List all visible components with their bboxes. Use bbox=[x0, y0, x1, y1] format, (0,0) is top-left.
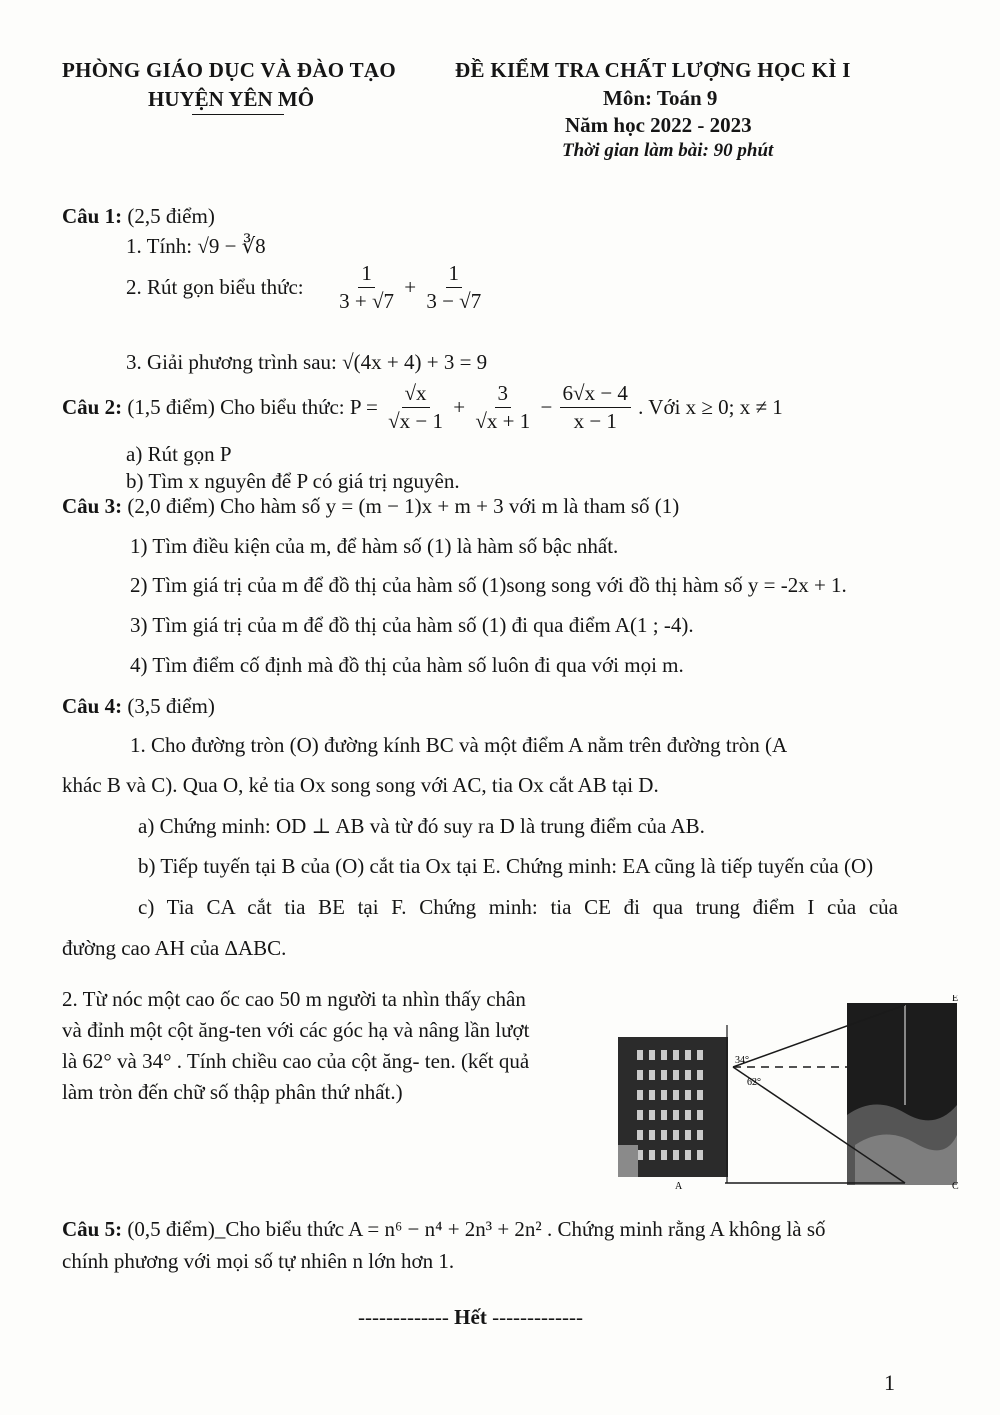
p-fraction-2: $\frac{3}{√x + 1}$ bbox=[475, 381, 531, 434]
question-4-part-c-line2: đường cao AH của ΔABC. bbox=[62, 936, 287, 960]
question-4-p1-line2: khác B và C). Qua O, kẻ tia Ox song song với AC, tia Ox cắt AB tại D. bbox=[62, 773, 659, 797]
angle-34-label: 34° bbox=[735, 1055, 749, 1066]
item-1-expression: √9 − ∛8 bbox=[197, 234, 266, 258]
question-4-part-b: b) Tiếp tuyến tại B của (O) cắt tia Ox tại E. Chứng minh: EA cũng là tiếp tuyến của (O) bbox=[138, 854, 874, 878]
item-2-label: 2. Rút gọn biểu thức: bbox=[126, 275, 304, 300]
question-3-heading bbox=[62, 494, 679, 519]
item-3-label: 3. Giải phương trình sau: bbox=[126, 350, 337, 374]
question-4-p2-line3: là 62° và 34° . Tính chiều cao của cột ăng- ten. (kết quả bbox=[62, 1049, 530, 1073]
question-5-line1 bbox=[62, 1217, 826, 1242]
p-fraction-3: $\frac{6√x - 4}{x - 1}$ bbox=[560, 382, 631, 433]
point-a-label: A bbox=[675, 1181, 683, 1190]
question-2-part-b: b) Tìm x nguyên để P có giá trị nguyên. bbox=[126, 469, 460, 493]
question-4-points: (3,5 điểm) bbox=[127, 694, 215, 718]
end-text: Hết bbox=[454, 1305, 487, 1329]
question-5-title: Câu 5: bbox=[62, 1217, 123, 1241]
question-3-item-2: 2) Tìm giá trị của m để đồ thị của hàm số (1)song song với đồ thị hàm số y = -2x + 1. bbox=[130, 573, 847, 597]
item-1-label: 1. Tính: bbox=[126, 234, 193, 258]
question-2-title: Câu 2: bbox=[62, 395, 123, 420]
question-1-item-3 bbox=[126, 350, 487, 375]
question-2-part-a: a) Rút gọn P bbox=[126, 442, 232, 466]
question-4-p1-line1: 1. Cho đường tròn (O) đường kính BC và một điểm A nằm trên đường tròn (A bbox=[130, 733, 788, 757]
page-number: 1 bbox=[884, 1370, 895, 1395]
end-dashes-left: ------------- bbox=[358, 1305, 449, 1329]
fraction-1: $\frac{1}{3 + √7}$ bbox=[339, 261, 394, 314]
school-year: Năm học 2022 - 2023 bbox=[565, 113, 752, 137]
question-1-heading bbox=[62, 204, 215, 229]
question-3-item-1: 1) Tìm điều kiện của m, để hàm số (1) là hàm số bậc nhất. bbox=[130, 534, 619, 558]
end-dashes-right: ------------- bbox=[492, 1305, 583, 1329]
question-4-heading bbox=[62, 694, 215, 719]
p-fraction-1: $\frac{√x}{√x - 1}$ bbox=[388, 381, 443, 434]
question-5-line2: chính phương với mọi số tự nhiên n lớn hơn 1. bbox=[62, 1249, 455, 1273]
question-4-p2-line4: làm tròn đến chữ số thập phân thứ nhất.) bbox=[62, 1080, 403, 1104]
question-5-text: (0,5 điểm)_Cho biểu thức A = n⁶ − n⁴ + 2n³ + 2n² . Chứng minh rằng A không là số bbox=[127, 1217, 826, 1241]
question-1-points: (2,5 điểm) bbox=[127, 204, 215, 228]
question-3-title: Câu 3: bbox=[62, 494, 123, 518]
question-4-p2-line2: và đỉnh một cột ăng-ten với các góc hạ và nâng lần lượt bbox=[62, 1018, 530, 1042]
point-e-label: E bbox=[952, 995, 959, 1004]
question-4-p2-line1: 2. Từ nóc một cao ốc cao 50 m người ta nhìn thấy chân bbox=[62, 987, 526, 1011]
point-c-label: C bbox=[952, 1181, 959, 1190]
question-4-part-c-line1: c) Tia CA cắt tia BE tại F. Chứng minh: tia CE đi qua trung điểm I của của bbox=[138, 895, 898, 919]
school-department: PHÒNG GIÁO DỤC VÀ ĐÀO TẠO bbox=[62, 58, 396, 82]
subject: Môn: Toán 9 bbox=[603, 86, 718, 110]
p-condition: . Với x ≥ 0; x ≠ 1 bbox=[638, 395, 783, 420]
question-1-title: Câu 1: bbox=[62, 204, 123, 228]
exam-title: ĐỀ KIỂM TRA CHẤT LƯỢNG HỌC KÌ I bbox=[455, 58, 851, 82]
question-4-title: Câu 4: bbox=[62, 694, 123, 718]
item-3-expression: √(4x + 4) + 3 = 9 bbox=[342, 350, 488, 374]
building-antenna-figure bbox=[615, 995, 960, 1190]
angle-62-label: 62° bbox=[747, 1077, 761, 1088]
question-3-item-4: 4) Tìm điểm cố định mà đồ thị của hàm số luôn đi qua với mọi m. bbox=[130, 653, 684, 677]
end-marker bbox=[358, 1305, 583, 1330]
question-2-intro: (1,5 điểm) Cho biểu thức: P = bbox=[127, 395, 378, 420]
question-2-heading: Câu 2: (1,5 điểm) Cho biểu thức: P = $\frac{√x}{√x - 1}$ + $\frac{3}{√x + 1}$ − $\frac{6√x - 4}{x - 1}$ . Với x ≥ 0; x ≠ 1 bbox=[62, 381, 783, 434]
school-district: HUYỆN YÊN MÔ bbox=[148, 87, 315, 111]
question-1-item-1 bbox=[126, 234, 266, 259]
time-limit: Thời gian làm bài: 90 phút bbox=[562, 140, 774, 161]
question-3-intro: (2,0 điểm) Cho hàm số y = (m − 1)x + m + 3 với m là tham số (1) bbox=[127, 494, 680, 518]
fraction-2: $\frac{1}{3 - √7}$ bbox=[426, 261, 482, 314]
question-4-part-a: a) Chứng minh: OD ⊥ AB và từ đó suy ra D là trung điểm của AB. bbox=[138, 814, 705, 838]
district-underline bbox=[192, 114, 284, 115]
question-1-item-2: 2. Rút gọn biểu thức: $\frac{1}{3 + √7}$ + $\frac{1}{3 - √7}$ bbox=[126, 262, 486, 313]
question-3-item-3: 3) Tìm giá trị của m để đồ thị của hàm số (1) đi qua điểm A(1 ; -4). bbox=[130, 613, 694, 637]
